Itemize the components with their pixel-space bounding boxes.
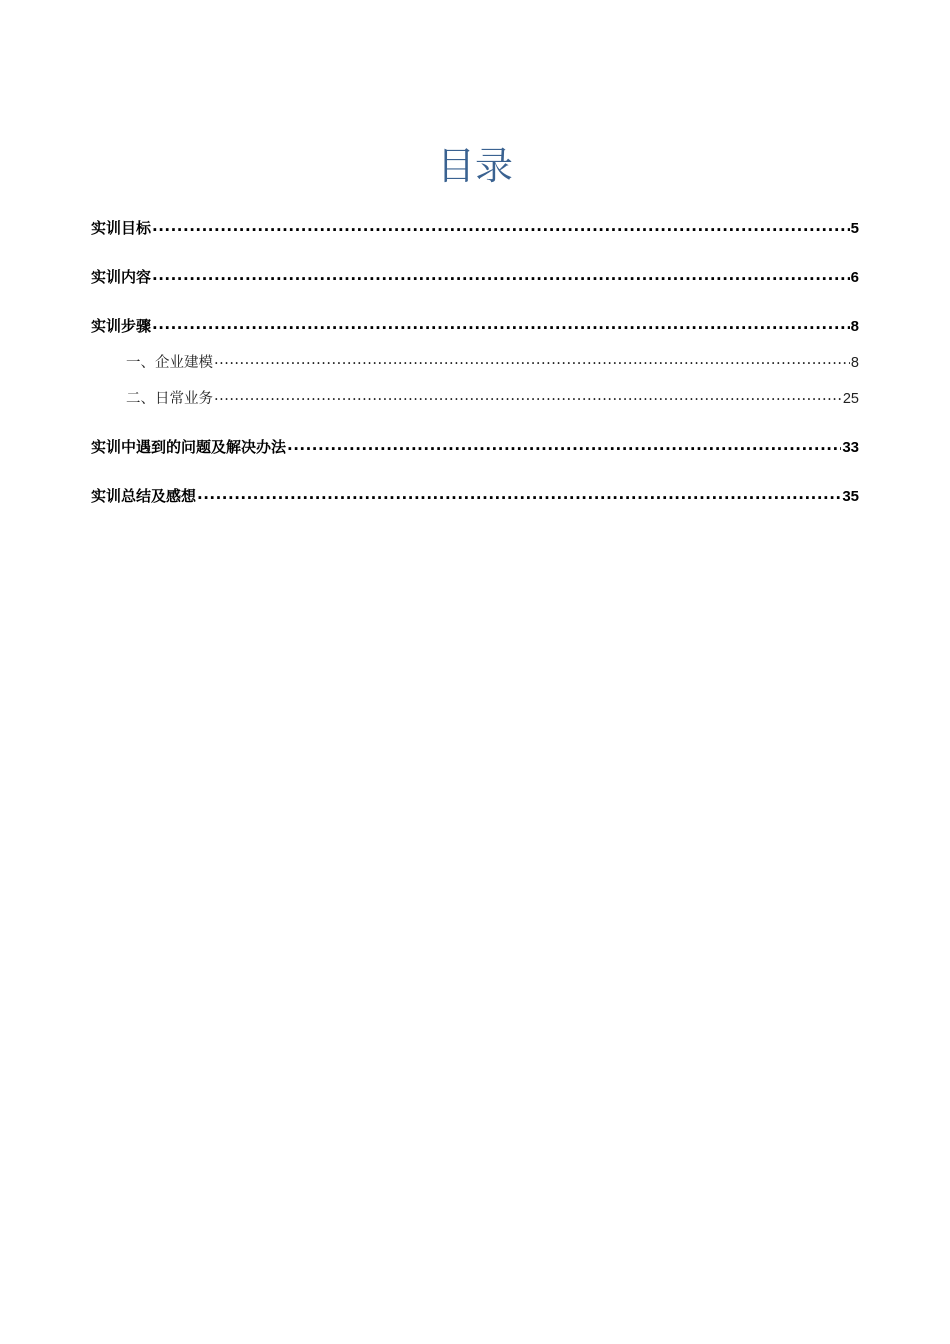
dot-leader xyxy=(287,437,841,452)
dot-leader xyxy=(152,316,850,331)
toc-entry-page-number: 8 xyxy=(850,354,859,371)
toc-entry-training-content[interactable] xyxy=(91,267,859,288)
toc-entry-label: 实训总结及感想 xyxy=(91,487,197,505)
toc-entry-label: 一、企业建模 xyxy=(126,354,213,371)
dot-leader xyxy=(214,388,842,403)
toc-entry-summary-reflections[interactable] xyxy=(91,486,859,507)
dot-leader xyxy=(214,352,850,367)
toc-entry-page-number: 5 xyxy=(850,220,859,237)
dot-leader xyxy=(152,267,850,282)
toc-entry-daily-business[interactable] xyxy=(126,388,859,409)
toc-entry-page-number: 25 xyxy=(842,390,859,407)
toc-entry-label: 实训目标 xyxy=(91,219,152,237)
toc-entry-page-number: 33 xyxy=(842,439,859,456)
toc-entry-training-steps[interactable] xyxy=(91,316,859,337)
toc-entry-page-number: 8 xyxy=(850,318,859,335)
toc-entry-training-goals[interactable] xyxy=(91,218,859,239)
toc-entry-enterprise-modeling[interactable] xyxy=(126,352,859,373)
toc-entry-label: 二、日常业务 xyxy=(126,390,213,407)
dot-leader xyxy=(197,486,841,501)
toc-title: 目录 xyxy=(436,144,513,188)
toc-entry-problems-solutions[interactable] xyxy=(91,437,859,458)
toc-entry-label: 实训中遇到的问题及解决办法 xyxy=(91,438,287,456)
toc-entry-page-number: 35 xyxy=(842,488,859,505)
dot-leader xyxy=(152,218,850,233)
toc-entry-label: 实训步骤 xyxy=(91,317,152,335)
toc-entry-label: 实训内容 xyxy=(91,268,152,286)
toc-entry-page-number: 6 xyxy=(850,269,859,286)
